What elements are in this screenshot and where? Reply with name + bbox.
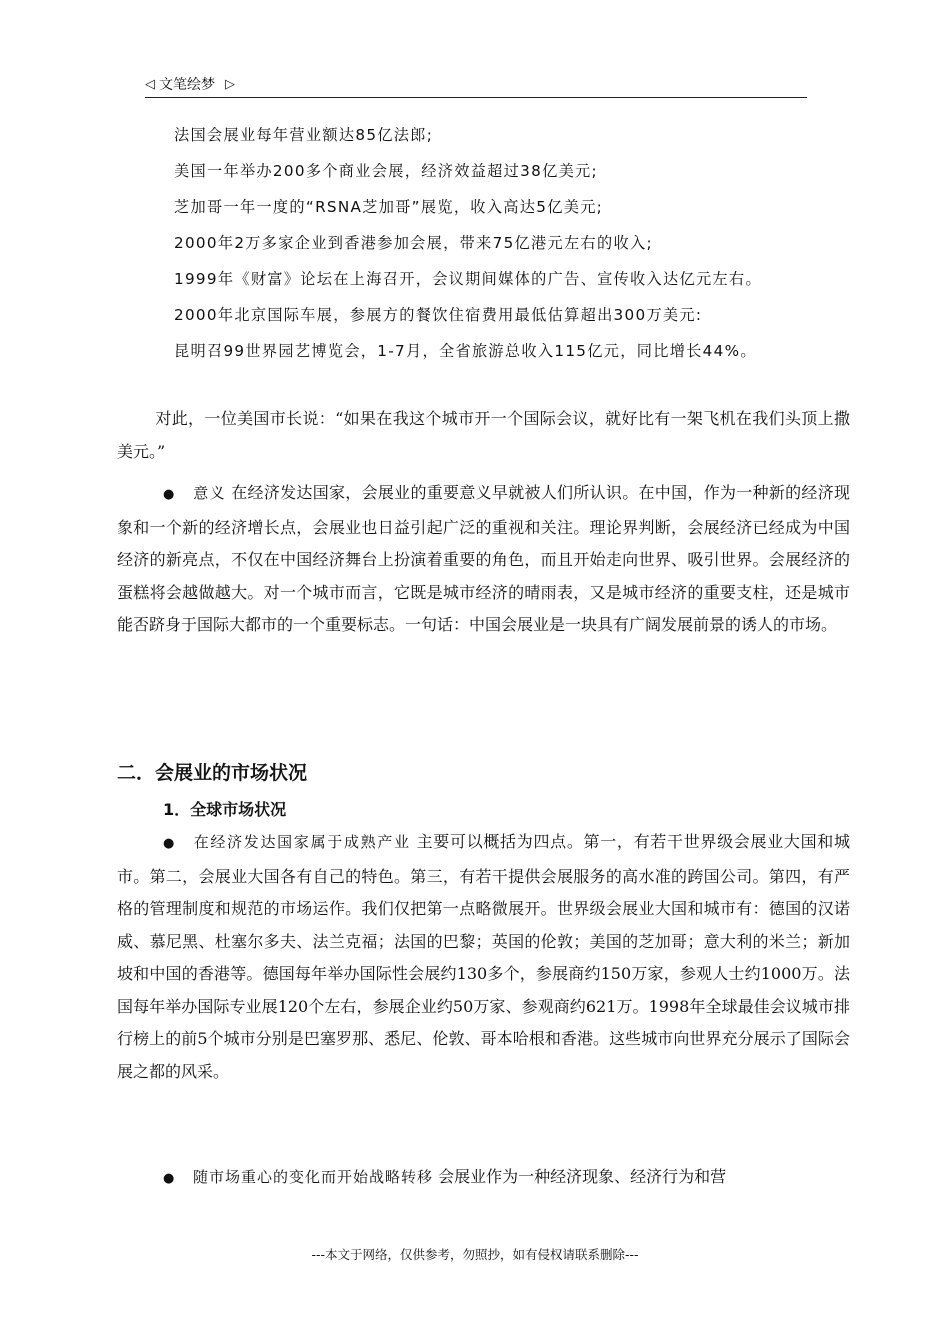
header-title: 文笔绘梦 (159, 77, 215, 93)
shift-body: 会展业作为一种经济现象、经济行为和营 (438, 1167, 727, 1186)
page-footer: ---本文于网络，仅供参考，勿照抄，如有侵权请联系删除--- (311, 1247, 639, 1262)
fact-item: 美国一年举办200多个商业会展，经济效益超过38亿美元; (174, 162, 598, 180)
mature-body: 主要可以概括为四点。第一，有若干世界级会展业大国和城市。第二，会展业大国各有自己的特色。第三，有若干提供会展服务的高水准的跨国公司。第四，有严格的管理制度和规范的市场运作。我们仅把第一点略微展开。世界级会展业大国和城市有：德国的汉诺威、慕尼黑、杜塞尔多夫、法兰克福；法国的巴黎；英国的伦敦；美国的芝加哥；意大利的米兰；新加坡和中国的香港等。德国每年举办国际性会展约130多个，参展商约150万家，参观人士约1000万。法国每年举办国际专业展120个左右，参展企业约50万家、参观商约621万。1998年全球最佳会议城市排行榜上的前5个城市分别是巴塞罗那、悉尼、伦敦、哥本哈根和香港。这些城市向世界充分展示了国际会展之都的风采。 (117, 832, 850, 1081)
facts-list (174, 122, 762, 374)
fact-item: 1999年《财富》论坛在上海召开，会议期间媒体的广告、宣传收入达亿元左右。 (174, 270, 762, 288)
fact-item: 2000年2万多家企业到香港参加会展，带来75亿港元左右的收入; (174, 234, 653, 252)
significance-lead: 意义 (193, 484, 226, 502)
fact-item: 2000年北京国际车展，参展方的餐饮住宿费用最低估算超出300万美元: (174, 306, 703, 324)
quote-text: 对此，一位美国市长说：“如果在我这个城市开一个国际会议，就好比有一架飞机在我们头顶上撒美元。” (117, 409, 850, 461)
bullet-icon: ● (163, 487, 175, 502)
bullet-icon: ● (163, 836, 175, 851)
subsection-title: 1．全球市场状况 (163, 800, 287, 819)
shift-paragraph (117, 1161, 850, 1196)
fact-item: 法国会展业每年营业额达85亿法郎; (174, 126, 434, 144)
mature-paragraph (117, 826, 850, 1088)
bullet-icon: ● (163, 1171, 175, 1186)
left-triangle-icon: ◁ (145, 76, 155, 92)
mature-lead: 在经济发达国家属于成熟产业 (193, 833, 411, 851)
page-header (145, 74, 235, 94)
right-triangle-icon: ▷ (225, 76, 235, 92)
quote-paragraph (117, 403, 850, 468)
header-rule (145, 97, 807, 98)
fact-item: 芝加哥一年一度的“RSNA芝加哥”展览，收入高达5亿美元; (174, 198, 604, 216)
significance-body: 在经济发达国家，会展业的重要意义早就被人们所认识。在中国，作为一种新的经济现象和一个新的经济增长点，会展业也日益引起广泛的重视和关注。理论界判断，会展经济已经成为中国经济的新亮点，不仅在中国经济舞台上扮演着重要的角色，而且开始走向世界、吸引世界。会展经济的蛋糕将会越做越大。对一个城市而言，它既是城市经济的晴雨表，又是城市经济的重要支柱，还是城市能否跻身于国际大都市的一个重要标志。一句话：中国会展业是一块具有广阔发展前景的诱人的市场。 (117, 483, 850, 634)
shift-lead: 随市场重心的变化而开始战略转移 (193, 1168, 434, 1186)
significance-paragraph (117, 477, 850, 642)
section-title: 二．会展业的市场状况 (117, 762, 308, 784)
fact-item: 昆明召99世界园艺博览会，1-7月，全省旅游总收入115亿元，同比增长44%。 (174, 342, 757, 360)
